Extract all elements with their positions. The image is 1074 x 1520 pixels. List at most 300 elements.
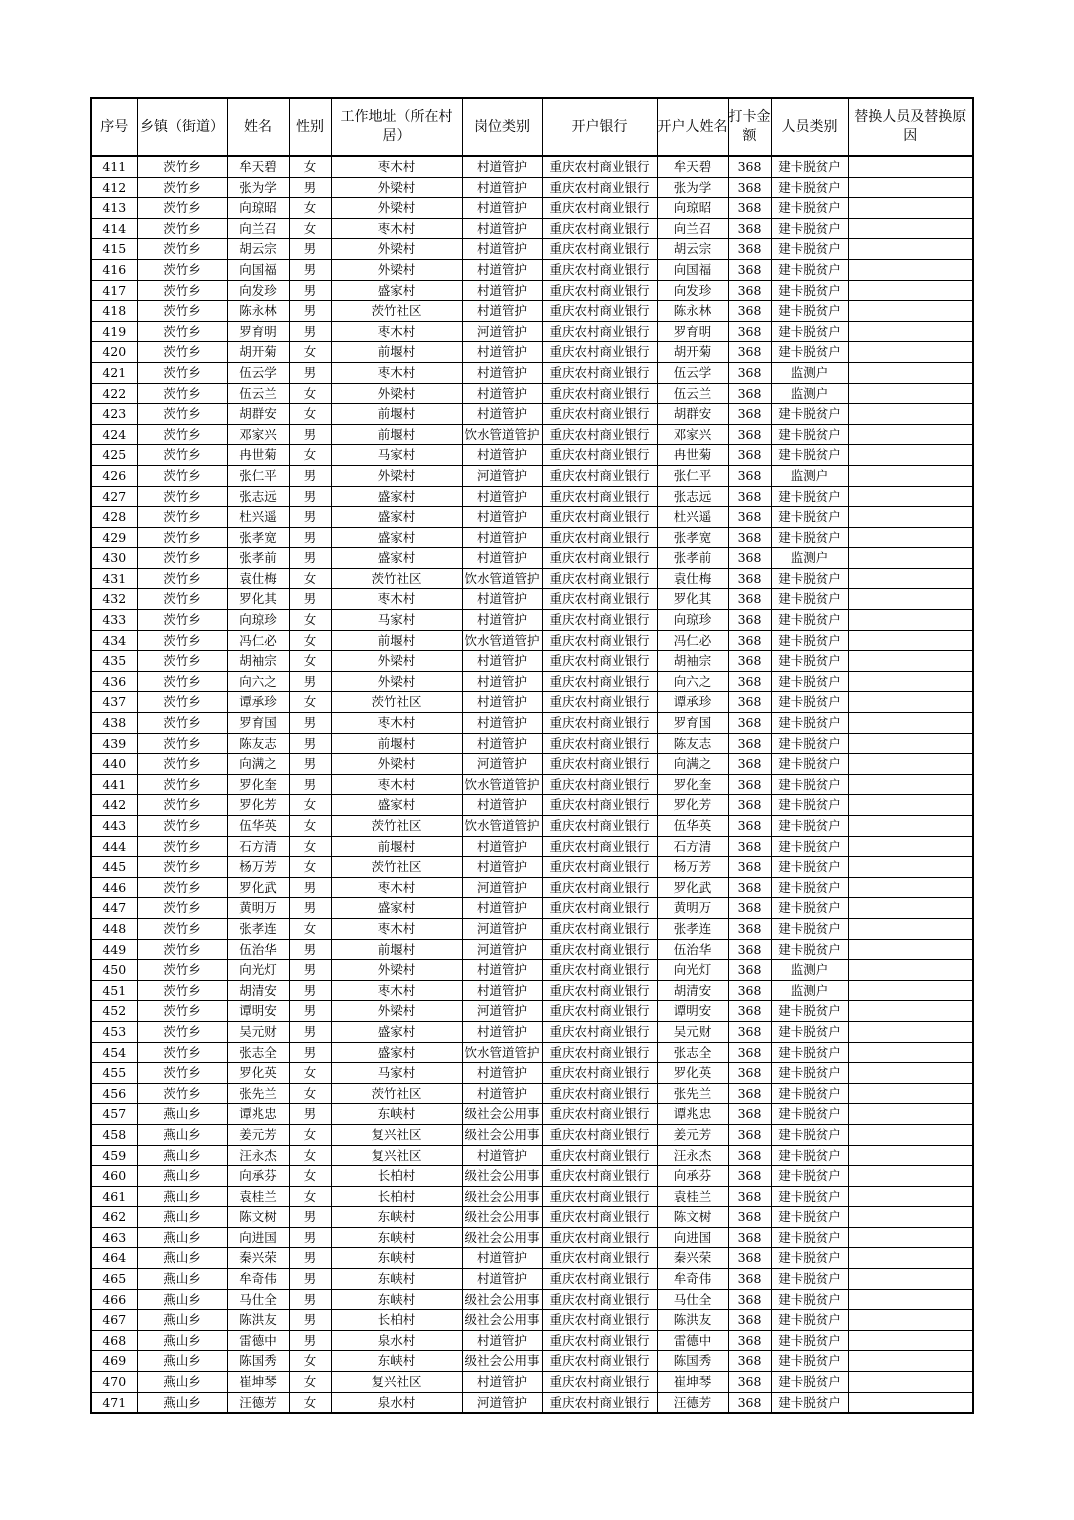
table-row xyxy=(91,486,973,507)
cell-gender: 女 xyxy=(289,857,331,878)
cell-replacement xyxy=(848,733,973,754)
header-gender: 性别 xyxy=(289,98,331,156)
cell-amount: 368 xyxy=(728,527,771,548)
cell-serial: 417 xyxy=(91,280,137,301)
cell-township: 茨竹乡 xyxy=(137,198,227,219)
cell-person-category: 建卡脱贫户 xyxy=(771,857,848,878)
cell-gender: 男 xyxy=(289,1227,331,1248)
cell-serial: 449 xyxy=(91,939,137,960)
cell-post-category: 村道管护 xyxy=(462,239,542,260)
cell-account-holder: 杜兴遥 xyxy=(657,507,728,528)
cell-gender: 女 xyxy=(289,1372,331,1393)
cell-work-address: 前堰村 xyxy=(331,424,462,445)
cell-township: 茨竹乡 xyxy=(137,754,227,775)
table-row xyxy=(91,857,973,878)
cell-bank: 重庆农村商业银行 xyxy=(542,1001,657,1022)
cell-account-holder: 胡云宗 xyxy=(657,239,728,260)
cell-account-holder: 石方清 xyxy=(657,836,728,857)
table-row xyxy=(91,918,973,939)
cell-bank: 重庆农村商业银行 xyxy=(542,362,657,383)
cell-person-category: 建卡脱贫户 xyxy=(771,404,848,425)
header-serial: 序号 xyxy=(91,98,137,156)
cell-amount: 368 xyxy=(728,362,771,383)
cell-amount: 368 xyxy=(728,342,771,363)
cell-post-category: 村道管护 xyxy=(462,177,542,198)
cell-account-holder: 罗化英 xyxy=(657,1063,728,1084)
cell-person-category: 建卡脱贫户 xyxy=(771,1227,848,1248)
cell-gender: 女 xyxy=(289,383,331,404)
header-person-category: 人员类别 xyxy=(771,98,848,156)
cell-person-category: 建卡脱贫户 xyxy=(771,1372,848,1393)
cell-serial: 427 xyxy=(91,486,137,507)
cell-township: 茨竹乡 xyxy=(137,177,227,198)
cell-account-holder: 张孝连 xyxy=(657,918,728,939)
cell-name: 向兰召 xyxy=(227,218,289,239)
cell-account-holder: 马仕全 xyxy=(657,1289,728,1310)
cell-work-address: 前堰村 xyxy=(331,404,462,425)
cell-amount: 368 xyxy=(728,980,771,1001)
cell-serial: 445 xyxy=(91,857,137,878)
cell-name: 罗育明 xyxy=(227,321,289,342)
cell-account-holder: 冯仁必 xyxy=(657,630,728,651)
cell-name: 胡袖宗 xyxy=(227,651,289,672)
cell-post-category: 村道管护 xyxy=(462,280,542,301)
cell-township: 茨竹乡 xyxy=(137,507,227,528)
table-row xyxy=(91,424,973,445)
cell-serial: 467 xyxy=(91,1310,137,1331)
cell-replacement xyxy=(848,198,973,219)
cell-township: 燕山乡 xyxy=(137,1186,227,1207)
cell-serial: 424 xyxy=(91,424,137,445)
table-row xyxy=(91,774,973,795)
table-row xyxy=(91,898,973,919)
cell-bank: 重庆农村商业银行 xyxy=(542,939,657,960)
cell-gender: 男 xyxy=(289,671,331,692)
cell-account-holder: 张仁平 xyxy=(657,465,728,486)
cell-person-category: 建卡脱贫户 xyxy=(771,301,848,322)
cell-amount: 368 xyxy=(728,177,771,198)
cell-gender: 男 xyxy=(289,507,331,528)
cell-name: 冉世菊 xyxy=(227,445,289,466)
cell-amount: 368 xyxy=(728,713,771,734)
cell-account-holder: 罗育国 xyxy=(657,713,728,734)
cell-bank: 重庆农村商业银行 xyxy=(542,1063,657,1084)
cell-township: 燕山乡 xyxy=(137,1289,227,1310)
cell-work-address: 茨竹社区 xyxy=(331,692,462,713)
cell-replacement xyxy=(848,1083,973,1104)
cell-person-category: 建卡脱贫户 xyxy=(771,1001,848,1022)
cell-serial: 446 xyxy=(91,877,137,898)
cell-work-address: 枣木村 xyxy=(331,774,462,795)
cell-township: 茨竹乡 xyxy=(137,816,227,837)
cell-person-category: 建卡脱贫户 xyxy=(771,1392,848,1413)
cell-serial: 462 xyxy=(91,1207,137,1228)
cell-township: 茨竹乡 xyxy=(137,671,227,692)
cell-person-category: 建卡脱贫户 xyxy=(771,877,848,898)
cell-serial: 440 xyxy=(91,754,137,775)
cell-name: 罗育国 xyxy=(227,713,289,734)
table-row xyxy=(91,1330,973,1351)
cell-gender: 男 xyxy=(289,177,331,198)
table-row xyxy=(91,156,973,177)
cell-work-address: 枣木村 xyxy=(331,877,462,898)
cell-work-address: 盛家村 xyxy=(331,280,462,301)
table-row xyxy=(91,548,973,569)
cell-amount: 368 xyxy=(728,445,771,466)
cell-gender: 男 xyxy=(289,980,331,1001)
cell-name: 向光灯 xyxy=(227,960,289,981)
cell-replacement xyxy=(848,877,973,898)
cell-replacement xyxy=(848,713,973,734)
cell-work-address: 茨竹社区 xyxy=(331,816,462,837)
cell-work-address: 盛家村 xyxy=(331,1021,462,1042)
table-row xyxy=(91,795,973,816)
cell-bank: 重庆农村商业银行 xyxy=(542,1310,657,1331)
cell-amount: 368 xyxy=(728,301,771,322)
table-row xyxy=(91,692,973,713)
cell-account-holder: 向六之 xyxy=(657,671,728,692)
cell-township: 燕山乡 xyxy=(137,1145,227,1166)
cell-bank: 重庆农村商业银行 xyxy=(542,1083,657,1104)
cell-post-category: 河道管护 xyxy=(462,1001,542,1022)
cell-person-category: 建卡脱贫户 xyxy=(771,218,848,239)
cell-account-holder: 冉世菊 xyxy=(657,445,728,466)
cell-amount: 368 xyxy=(728,1124,771,1145)
cell-township: 茨竹乡 xyxy=(137,465,227,486)
cell-person-category: 建卡脱贫户 xyxy=(771,239,848,260)
cell-person-category: 建卡脱贫户 xyxy=(771,280,848,301)
cell-account-holder: 雷德中 xyxy=(657,1330,728,1351)
cell-replacement xyxy=(848,671,973,692)
cell-bank: 重庆农村商业银行 xyxy=(542,1042,657,1063)
cell-post-category: 村道管护 xyxy=(462,795,542,816)
cell-post-category: 级社会公用事 xyxy=(462,1207,542,1228)
cell-work-address: 盛家村 xyxy=(331,795,462,816)
cell-replacement xyxy=(848,898,973,919)
cell-post-category: 饮水管道管护 xyxy=(462,816,542,837)
cell-post-category: 饮水管道管护 xyxy=(462,568,542,589)
cell-name: 崔坤琴 xyxy=(227,1372,289,1393)
cell-gender: 女 xyxy=(289,1351,331,1372)
cell-gender: 男 xyxy=(289,1021,331,1042)
cell-person-category: 建卡脱贫户 xyxy=(771,424,848,445)
cell-post-category: 村道管护 xyxy=(462,548,542,569)
cell-post-category: 村道管护 xyxy=(462,671,542,692)
cell-person-category: 建卡脱贫户 xyxy=(771,939,848,960)
cell-gender: 女 xyxy=(289,836,331,857)
cell-amount: 368 xyxy=(728,795,771,816)
cell-township: 燕山乡 xyxy=(137,1392,227,1413)
cell-gender: 女 xyxy=(289,342,331,363)
table-row xyxy=(91,239,973,260)
cell-replacement xyxy=(848,548,973,569)
table-row xyxy=(91,280,973,301)
cell-serial: 442 xyxy=(91,795,137,816)
cell-serial: 412 xyxy=(91,177,137,198)
cell-name: 胡开菊 xyxy=(227,342,289,363)
cell-replacement xyxy=(848,610,973,631)
cell-account-holder: 伍华英 xyxy=(657,816,728,837)
cell-name: 马仕全 xyxy=(227,1289,289,1310)
cell-township: 茨竹乡 xyxy=(137,692,227,713)
cell-post-category: 村道管护 xyxy=(462,589,542,610)
cell-work-address: 外梁村 xyxy=(331,671,462,692)
cell-post-category: 级社会公用事 xyxy=(462,1186,542,1207)
cell-name: 胡清安 xyxy=(227,980,289,1001)
cell-replacement xyxy=(848,1145,973,1166)
cell-amount: 368 xyxy=(728,404,771,425)
cell-work-address: 东峡村 xyxy=(331,1289,462,1310)
table-row xyxy=(91,651,973,672)
cell-work-address: 复兴社区 xyxy=(331,1124,462,1145)
cell-post-category: 饮水管道管护 xyxy=(462,630,542,651)
cell-replacement xyxy=(848,465,973,486)
table-header-row xyxy=(91,98,973,156)
cell-post-category: 河道管护 xyxy=(462,754,542,775)
cell-replacement xyxy=(848,630,973,651)
cell-serial: 411 xyxy=(91,156,137,177)
cell-work-address: 外梁村 xyxy=(331,754,462,775)
cell-work-address: 枣木村 xyxy=(331,321,462,342)
table-row xyxy=(91,404,973,425)
cell-township: 茨竹乡 xyxy=(137,280,227,301)
cell-account-holder: 袁桂兰 xyxy=(657,1186,728,1207)
table-row xyxy=(91,1083,973,1104)
cell-serial: 420 xyxy=(91,342,137,363)
cell-replacement xyxy=(848,259,973,280)
cell-amount: 368 xyxy=(728,1392,771,1413)
cell-gender: 男 xyxy=(289,280,331,301)
cell-name: 罗化英 xyxy=(227,1063,289,1084)
cell-post-category: 村道管护 xyxy=(462,1269,542,1290)
table-row xyxy=(91,733,973,754)
cell-gender: 女 xyxy=(289,1166,331,1187)
cell-gender: 男 xyxy=(289,239,331,260)
header-amount: 打卡金额 xyxy=(728,98,771,156)
cell-bank: 重庆农村商业银行 xyxy=(542,465,657,486)
cell-replacement xyxy=(848,239,973,260)
cell-serial: 452 xyxy=(91,1001,137,1022)
cell-serial: 431 xyxy=(91,568,137,589)
cell-post-category: 村道管护 xyxy=(462,980,542,1001)
cell-work-address: 马家村 xyxy=(331,1063,462,1084)
cell-gender: 女 xyxy=(289,156,331,177)
cell-serial: 461 xyxy=(91,1186,137,1207)
cell-bank: 重庆农村商业银行 xyxy=(542,1186,657,1207)
table-row xyxy=(91,1063,973,1084)
cell-amount: 368 xyxy=(728,548,771,569)
cell-name: 雷德中 xyxy=(227,1330,289,1351)
cell-amount: 368 xyxy=(728,1269,771,1290)
cell-account-holder: 胡袖宗 xyxy=(657,651,728,672)
cell-work-address: 长柏村 xyxy=(331,1186,462,1207)
cell-replacement xyxy=(848,692,973,713)
cell-replacement xyxy=(848,1063,973,1084)
cell-bank: 重庆农村商业银行 xyxy=(542,1372,657,1393)
table-row xyxy=(91,198,973,219)
cell-bank: 重庆农村商业银行 xyxy=(542,239,657,260)
cell-amount: 368 xyxy=(728,939,771,960)
cell-township: 茨竹乡 xyxy=(137,939,227,960)
cell-amount: 368 xyxy=(728,486,771,507)
cell-work-address: 外梁村 xyxy=(331,960,462,981)
cell-replacement xyxy=(848,1021,973,1042)
cell-work-address: 茨竹社区 xyxy=(331,568,462,589)
cell-account-holder: 张孝宽 xyxy=(657,527,728,548)
table-row xyxy=(91,1227,973,1248)
cell-bank: 重庆农村商业银行 xyxy=(542,1330,657,1351)
cell-person-category: 建卡脱贫户 xyxy=(771,795,848,816)
cell-amount: 368 xyxy=(728,692,771,713)
cell-name: 向发珍 xyxy=(227,280,289,301)
cell-account-holder: 牟奇伟 xyxy=(657,1269,728,1290)
cell-gender: 女 xyxy=(289,692,331,713)
cell-replacement xyxy=(848,1248,973,1269)
cell-gender: 男 xyxy=(289,321,331,342)
table-row xyxy=(91,301,973,322)
cell-replacement xyxy=(848,651,973,672)
cell-account-holder: 姜元芳 xyxy=(657,1124,728,1145)
cell-serial: 430 xyxy=(91,548,137,569)
cell-replacement xyxy=(848,404,973,425)
cell-bank: 重庆农村商业银行 xyxy=(542,177,657,198)
cell-account-holder: 罗化武 xyxy=(657,877,728,898)
cell-bank: 重庆农村商业银行 xyxy=(542,342,657,363)
table-row xyxy=(91,589,973,610)
cell-work-address: 盛家村 xyxy=(331,1042,462,1063)
cell-person-category: 建卡脱贫户 xyxy=(771,1124,848,1145)
cell-person-category: 建卡脱贫户 xyxy=(771,774,848,795)
cell-account-holder: 崔坤琴 xyxy=(657,1372,728,1393)
cell-bank: 重庆农村商业银行 xyxy=(542,898,657,919)
cell-name: 牟奇伟 xyxy=(227,1269,289,1290)
cell-township: 茨竹乡 xyxy=(137,774,227,795)
cell-amount: 368 xyxy=(728,321,771,342)
cell-person-category: 建卡脱贫户 xyxy=(771,1042,848,1063)
header-work-address: 工作地址（所在村居） xyxy=(331,98,462,156)
cell-gender: 女 xyxy=(289,651,331,672)
cell-serial: 444 xyxy=(91,836,137,857)
cell-bank: 重庆农村商业银行 xyxy=(542,486,657,507)
cell-bank: 重庆农村商业银行 xyxy=(542,795,657,816)
cell-post-category: 村道管护 xyxy=(462,1083,542,1104)
cell-serial: 450 xyxy=(91,960,137,981)
table-row xyxy=(91,1104,973,1125)
cell-bank: 重庆农村商业银行 xyxy=(542,1124,657,1145)
cell-gender: 男 xyxy=(289,465,331,486)
cell-amount: 368 xyxy=(728,568,771,589)
table-row xyxy=(91,342,973,363)
cell-person-category: 建卡脱贫户 xyxy=(771,342,848,363)
cell-work-address: 外梁村 xyxy=(331,651,462,672)
cell-bank: 重庆农村商业银行 xyxy=(542,692,657,713)
cell-replacement xyxy=(848,445,973,466)
cell-post-category: 村道管护 xyxy=(462,404,542,425)
cell-serial: 414 xyxy=(91,218,137,239)
cell-replacement xyxy=(848,1042,973,1063)
cell-account-holder: 黄明万 xyxy=(657,898,728,919)
cell-replacement xyxy=(848,1124,973,1145)
cell-post-category: 村道管护 xyxy=(462,713,542,734)
table-row xyxy=(91,445,973,466)
cell-gender: 女 xyxy=(289,795,331,816)
cell-gender: 男 xyxy=(289,424,331,445)
cell-serial: 434 xyxy=(91,630,137,651)
cell-township: 燕山乡 xyxy=(137,1351,227,1372)
cell-gender: 男 xyxy=(289,1310,331,1331)
cell-post-category: 河道管护 xyxy=(462,918,542,939)
cell-township: 燕山乡 xyxy=(137,1310,227,1331)
cell-replacement xyxy=(848,1330,973,1351)
cell-serial: 456 xyxy=(91,1083,137,1104)
cell-bank: 重庆农村商业银行 xyxy=(542,733,657,754)
cell-name: 罗化奎 xyxy=(227,774,289,795)
cell-township: 茨竹乡 xyxy=(137,589,227,610)
cell-amount: 368 xyxy=(728,1145,771,1166)
cell-bank: 重庆农村商业银行 xyxy=(542,877,657,898)
cell-name: 向承芬 xyxy=(227,1166,289,1187)
cell-person-category: 建卡脱贫户 xyxy=(771,1063,848,1084)
cell-post-category: 村道管护 xyxy=(462,1372,542,1393)
cell-replacement xyxy=(848,1001,973,1022)
cell-serial: 454 xyxy=(91,1042,137,1063)
cell-name: 张孝连 xyxy=(227,918,289,939)
cell-post-category: 村道管护 xyxy=(462,1021,542,1042)
cell-person-category: 监测户 xyxy=(771,960,848,981)
cell-name: 伍华英 xyxy=(227,816,289,837)
cell-bank: 重庆农村商业银行 xyxy=(542,1392,657,1413)
cell-work-address: 马家村 xyxy=(331,610,462,631)
cell-township: 茨竹乡 xyxy=(137,733,227,754)
cell-name: 向国福 xyxy=(227,259,289,280)
cell-post-category: 村道管护 xyxy=(462,610,542,631)
cell-amount: 368 xyxy=(728,1248,771,1269)
table-row xyxy=(91,1021,973,1042)
table-row xyxy=(91,1248,973,1269)
cell-person-category: 监测户 xyxy=(771,383,848,404)
cell-work-address: 枣木村 xyxy=(331,362,462,383)
cell-person-category: 建卡脱贫户 xyxy=(771,1083,848,1104)
cell-name: 陈文树 xyxy=(227,1207,289,1228)
cell-gender: 女 xyxy=(289,816,331,837)
table-row xyxy=(91,1372,973,1393)
cell-name: 石方清 xyxy=(227,836,289,857)
cell-gender: 女 xyxy=(289,198,331,219)
cell-replacement xyxy=(848,918,973,939)
cell-replacement xyxy=(848,527,973,548)
cell-work-address: 东峡村 xyxy=(331,1351,462,1372)
cell-account-holder: 张孝前 xyxy=(657,548,728,569)
cell-post-category: 村道管护 xyxy=(462,898,542,919)
cell-serial: 416 xyxy=(91,259,137,280)
cell-township: 茨竹乡 xyxy=(137,898,227,919)
cell-work-address: 泉水村 xyxy=(331,1330,462,1351)
cell-post-category: 河道管护 xyxy=(462,1392,542,1413)
cell-bank: 重庆农村商业银行 xyxy=(542,1021,657,1042)
cell-replacement xyxy=(848,301,973,322)
cell-amount: 368 xyxy=(728,630,771,651)
cell-account-holder: 陈永林 xyxy=(657,301,728,322)
cell-township: 茨竹乡 xyxy=(137,301,227,322)
cell-bank: 重庆农村商业银行 xyxy=(542,1145,657,1166)
cell-gender: 女 xyxy=(289,630,331,651)
cell-account-holder: 谭明安 xyxy=(657,1001,728,1022)
cell-bank: 重庆农村商业银行 xyxy=(542,774,657,795)
cell-name: 伍云学 xyxy=(227,362,289,383)
cell-serial: 438 xyxy=(91,713,137,734)
cell-township: 茨竹乡 xyxy=(137,321,227,342)
cell-serial: 460 xyxy=(91,1166,137,1187)
